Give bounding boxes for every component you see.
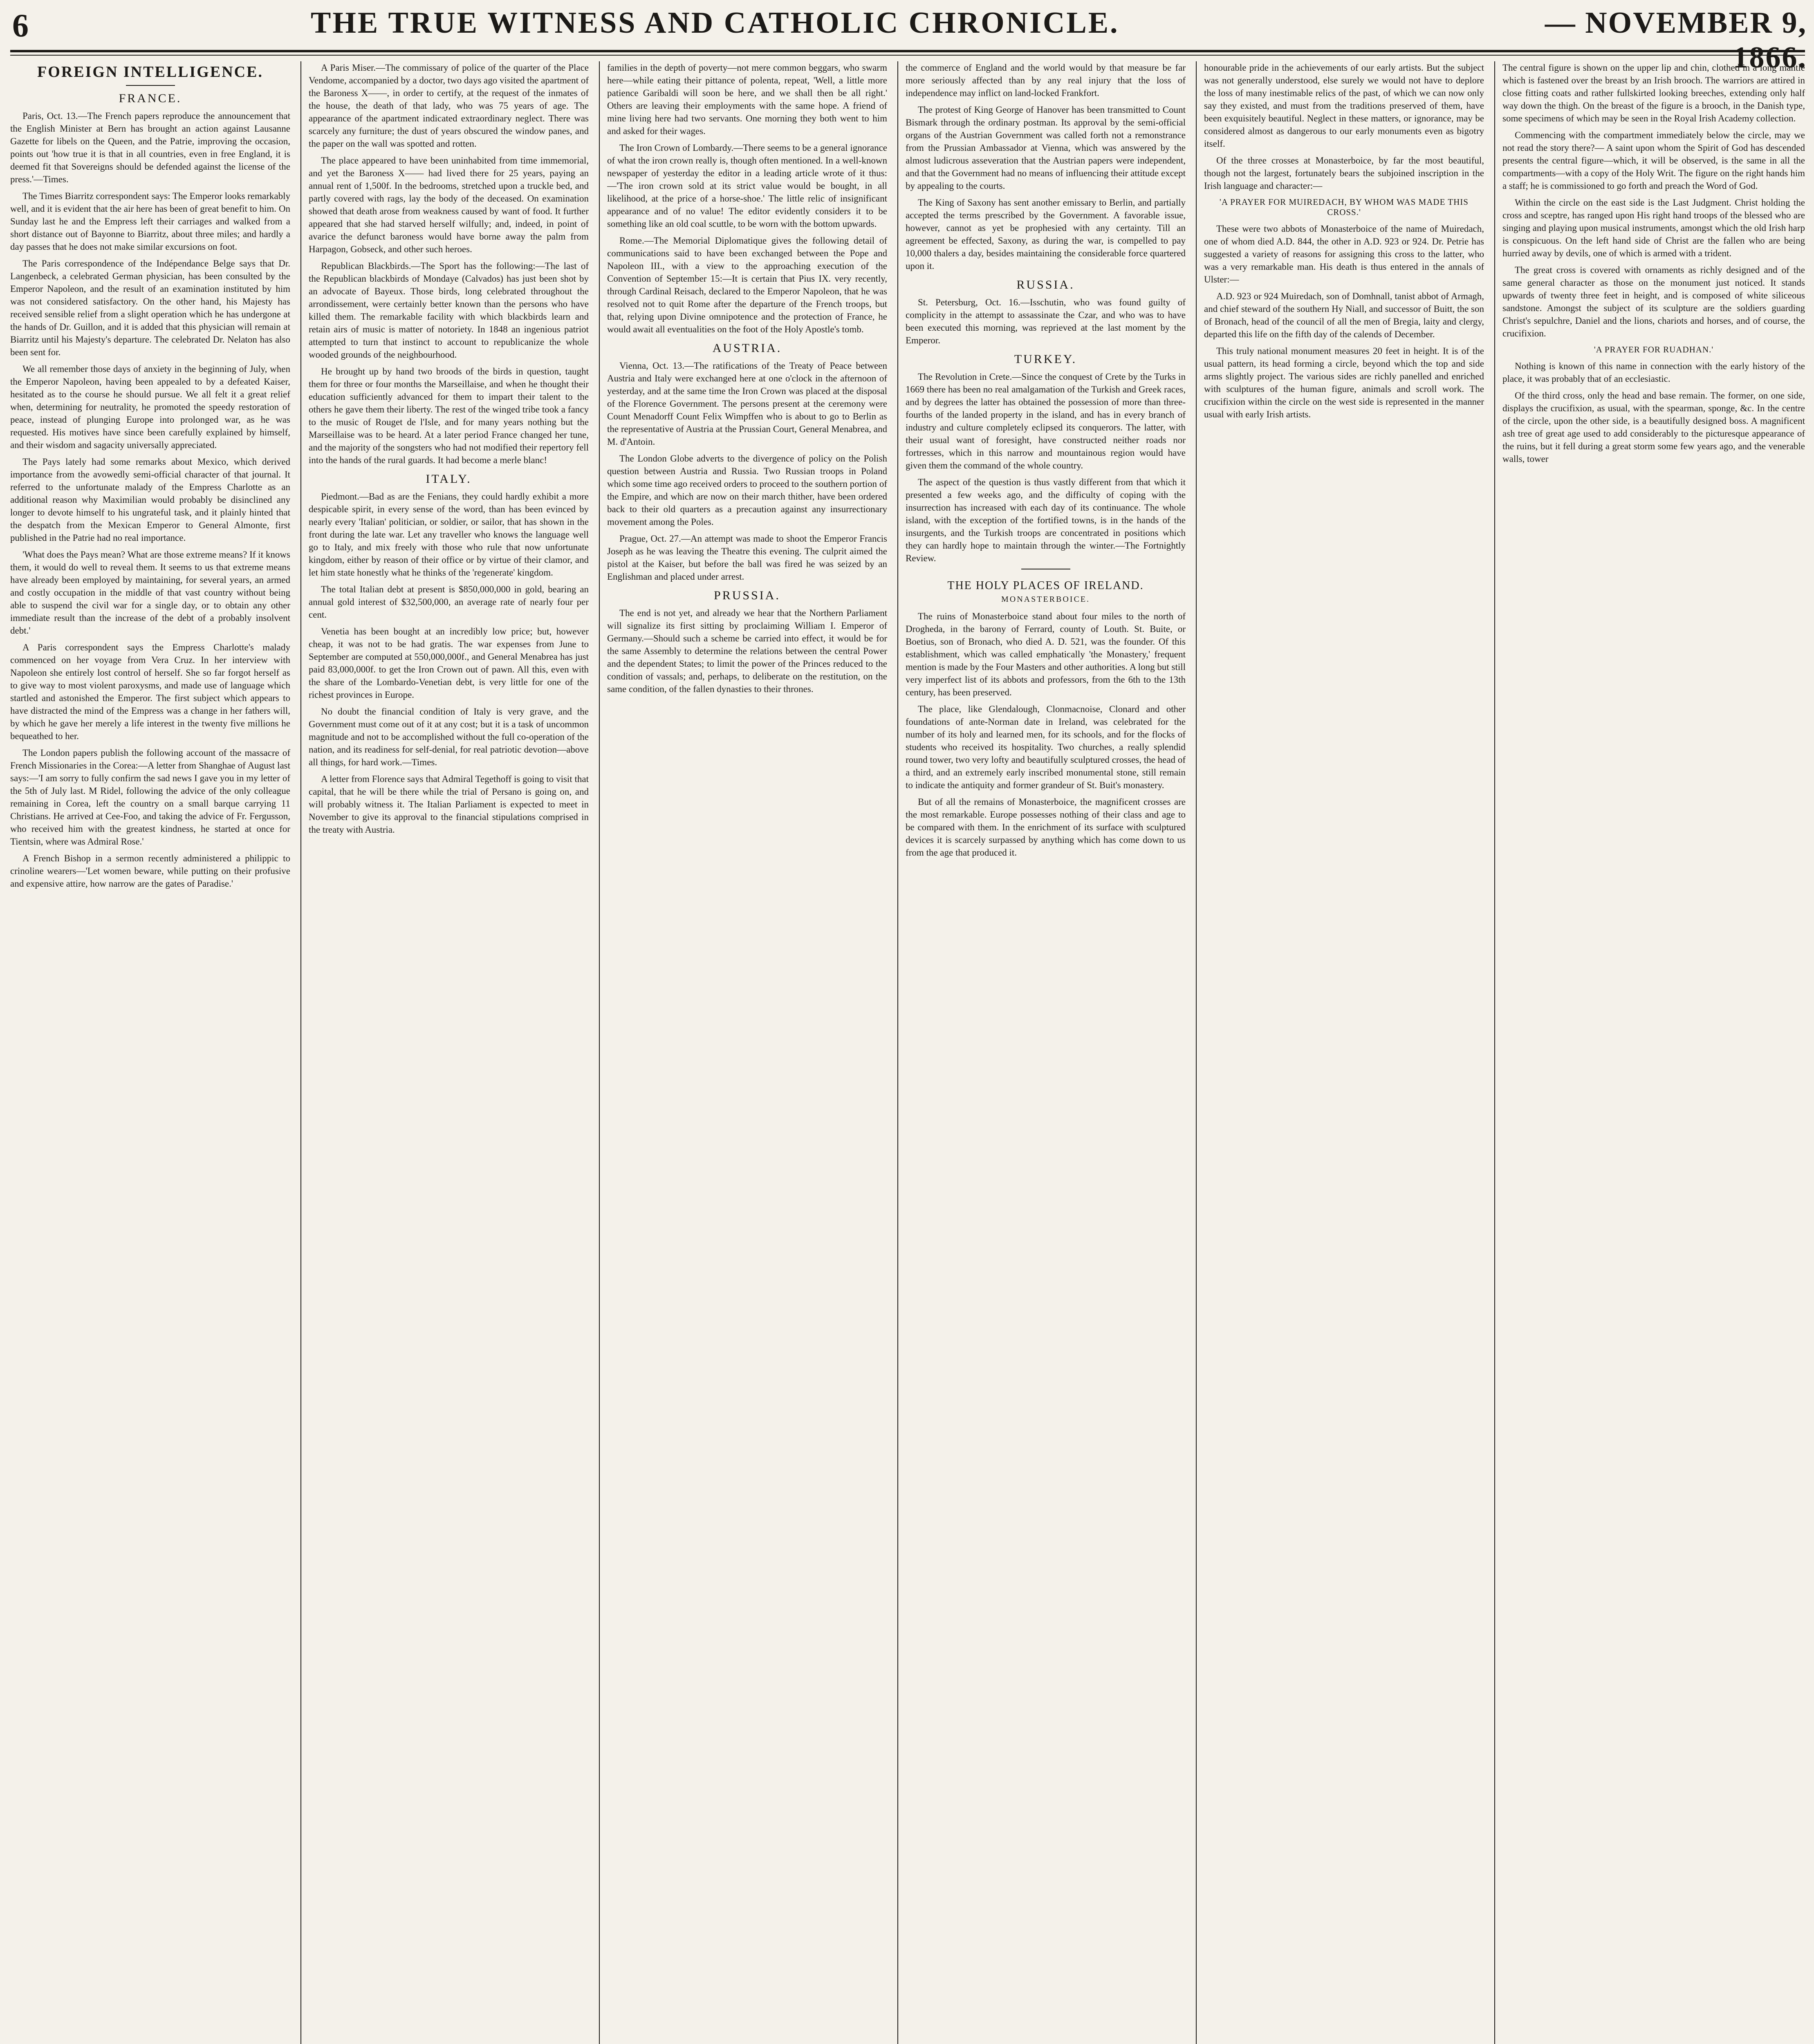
article-paragraph: St. Petersburg, Oct. 16.—Isschutin, who was found guilty of complicity in the attempt to assassinate the Czar, and who was to have been executed this morning, was reprieved at the last moment by the Emperor.: [906, 297, 1186, 345]
article-paragraph: He brought up by hand two broods of the birds in question, taught them for three or four months the Marseillaise, and when he thought their education sufficiently advanced for them to impart their talent to the others he gave them their liberty. The rest of the winged tribe took a fancy to the music of Rouget de l'Isle, and for many years nothing but the Marseillaise was to be heard. At a later period France changed her tune, and the majority of the songsters who had not modified their repertory fell into the hands of the rural guards. It had become a merle blanc!: [309, 366, 589, 465]
column-6: [1502, 61, 1805, 2044]
column-5: [1204, 61, 1484, 2044]
article-paragraph: Rome.—The Memorial Diplomatique gives the following detail of communications said to have been exchanged between the Pope and Napoleon III., with a view to the approaching execution of the Convention of September 15:—It is certain that Pius IX. very recently, through Cardinal Reisach, declared to the Emperor Napoleon, that he was resolved not to quit Rome after the departure of the French troops, but that, relying upon Divine omnipotence and the protection of France, he would await all eventualities on the foot of the Holy Apostle's tomb.: [607, 235, 887, 334]
article-paragraph: Republican Blackbirds.—The Sport has the following:—The last of the Republican blackbirds of Mondaye (Calvados) has just been shot by an advocate of Bayeux. Those birds, long celebrated throughout the arrondissement, were certainly better known than the persons who have killed them. The remarkable facility with which blackbirds learn and retain airs of music is matter of notoriety. In 1848 an ingenious patriot attempted to turn that instinct to account to republicanize the whole wooded grounds of the neighbourhood.: [309, 261, 589, 360]
article-paragraph: The total Italian debt at present is $850,000,000 in gold, bearing an annual gold interest of $32,500,000, an average rate of nearly four per cent.: [309, 584, 589, 620]
article-paragraph: A letter from Florence says that Admiral Tegethoff is going to visit that capital, that he will be there while the trial of Persano is going on, and will probably witness it. The Italian Parliament is expected to meet in November to give its approval to the financial stipulations comprised in the treaty with Austria.: [309, 774, 589, 835]
article-paragraph: Of the third cross, only the head and base remain. The former, on one side, displays the crucifixion, as usual, with the spearman, sponge, &c. In the centre of the circle, upon the other side, is a beautifully designed boss. A magnificent ash tree of great age used to add considerably to the picturesque appearance of the ruins, but it fell during a great storm some few years ago, and the venerable walls, tower: [1502, 390, 1805, 464]
article-paragraph: The Times Biarritz correspondent says: The Emperor looks remarkably well, and it is evident that the air here has been of great benefit to him. On Sunday last he and the Empress left their carriages and walked from a short distance out of Bayonne to Biarritz, about three miles; and hardly a day passes that he does not make similar excursions on foot.: [10, 191, 290, 252]
article-paragraph: Prague, Oct. 27.—An attempt was made to shoot the Emperor Francis Joseph as he was leaving the Theatre this evening. The culprit aimed the pistol at the Kaiser, but before the ball was fired he was seized by an Englishman and placed under arrest.: [607, 533, 887, 582]
article-paragraph: This truly national monument measures 20 feet in height. It is of the usual pattern, its head forming a circle, beyond which the top and side arms slightly project. The various sides are richly panelled and enriched with sculptures of the human figure, animals and scroll work. The crucifixion within the circle on the west side is represented in the manner usual with early Irish artists.: [1204, 346, 1484, 419]
article-paragraph: 'What does the Pays mean? What are those extreme means? If it knows them, it would do well to reveal them. It seems to us that extreme means have already been employed by maintaining, for several years, an armed and costly occupation in the middle of that vast country without being able to suspend the civil war for a single day, or to obtain any other immediate result than the increase of the debt of a probably insolvent debt.': [10, 549, 290, 636]
article-paragraph: Within the circle on the east side is the Last Judgment. Christ holding the cross and sceptre, has ranged upon His right hand troops of the blessed who are singing and playing upon musical instruments, amongst which the old Irish harp is conspicuous. On the left hand side of Christ are the fallen who are being hurried away by devils, one of which is armed with a trident.: [1502, 197, 1805, 258]
article-paragraph: The Iron Crown of Lombardy.—There seems to be a general ignorance of what the iron crown really is, though often mentioned. In a well-known newspaper of yesterday the editor in a leading article wrote of it thus:—'The iron crown sold at its strict value would be bought, in all likelihood, at the price of a horse-shoe.' The little relic of insignificant appearance and of no value! The editor evidently considers it to be something like an old coal scuttle, to be worn with the bottom upwards.: [607, 143, 887, 229]
article-paragraph: Venetia has been bought at an incredibly low price; but, however cheap, it was not to be had gratis. The war expenses from June to September are computed at 550,000,000f., and General Menabrea has just paid 83,000,000f. to get the Iron Crown out of pawn. All this, even with the share of the Lombardo-Venetian debt, is very little for one of the richest provinces in Europe.: [309, 626, 589, 700]
article-paragraph: The great cross is covered with ornaments as richly designed and of the same general character as those on the monument just noticed. It stands upwards of twenty three feet in height, and is composed of white siliceous sandstone. Amongst the subject of its sculpture are the soldiers guarding Christ's sepulchre, Daniel and the lions, chariots and horses, and of course, the crucifixion.: [1502, 265, 1805, 338]
issue-date: — NOVEMBER 9, 1866.: [1545, 6, 1807, 74]
article-paragraph: A French Bishop in a sermon recently administered a philippic to crinoline wearers—'Let women beware, while putting on their profusive and expensive attire, how narrow are the gates of Paradise.': [10, 853, 290, 889]
column-1: [10, 61, 290, 2044]
article-paragraph: The Paris correspondence of the Indépendance Belge says that Dr. Langenbeck, a celebrated German physician, has been consulted by the Emperor Napoleon, and the result of an examination instituted by him was not considered satisfactory. On the other hand, his Majesty has received sensible relief from a slight operation which he has undergone at the hands of Dr. Guillon, and it is added that this physician will remain at Biarritz until his Majesty's departure. The celebrated Dr. Nelaton has also been sent for.: [10, 258, 290, 357]
article-paragraph: Piedmont.—Bad as are the Fenians, they could hardly exhibit a more despicable spirit, in every sense of the word, than has been evinced by nearly every 'Italian' politician, or soldier, or sailor, that has shown in the front during the late war. Let any traveller who knows the language well go to Italy, and mix freely with those who rule that now unfortunate kingdom, either by reason of their office or by virtue of their clamor, and let him state honestly what he thinks of the 'regenerate' kingdom.: [309, 491, 589, 578]
column-3: [607, 61, 887, 2044]
country-heading-prussia: PRUSSIA.: [714, 589, 780, 602]
article-paragraph: A.D. 923 or 924 Muiredach, son of Domhnall, tanist abbot of Armagh, and chief steward of the southern Hy Niall, and successor of Buitt, the son of Bronach, head of the council of all the men of Bregia, laity and clergy, departed this life on the fifth day of the calends of December.: [1204, 291, 1484, 339]
article-paragraph: The London papers publish the following account of the massacre of French Missionaries in the Corea:—A letter from Shanghae of August last says:—'I am sorry to fully confirm the sad news I gave you in my letter of the 5th of July last. M Ridel, following the advice of the only colleague remaining in Corea, left the country on a small barque carrying 11 Christians. He arrived at Cee-Foo, and taking the advice of Fr. Fergusson, who received him with the greatest kindness, he started at once for Tientsin, where was Admiral Rose.': [10, 748, 290, 847]
column-divider: [897, 61, 898, 2044]
country-heading-austria: AUSTRIA.: [712, 341, 782, 355]
article-paragraph: The Revolution in Crete.—Since the conquest of Crete by the Turks in 1669 there has been no real amalgamation of the Turkish and Greek races, and by degrees the latter has obtained the possession of more than three-fourths of the landed property in the island, and has in every branch of industry and culture completely eclipsed its conquerors. The latter, with their usual want of foresight, have constructed neither roads nor fortresses, which in this narrow and mountainous region would have given them the command of the whole country.: [906, 372, 1186, 471]
masthead-rule-thin: [10, 55, 1805, 56]
country-heading-france: FRANCE.: [119, 92, 182, 105]
masthead-rule: [10, 50, 1805, 52]
article-paragraph: The place, like Glendalough, Clonmacnoise, Clonard and other foundations of ante-Norman date in Ireland, was celebrated for the number of its holy and learned men, for its schools, and for the flocks of students who received its hospitality. Two churches, a really splendid round tower, two very lofty and beautifully sculptured crosses, the head of a third, and an extremely early inscribed monumental stone, still remain to indicate the antiquity and former grandeur of St. Buit's monastery.: [906, 704, 1186, 790]
article-paragraph: But of all the remains of Monasterboice, the magnificent crosses are the most remarkable. Europe possesses nothing of their class and age to be compared with them. In the enrichment of its surface with sculptured devices it is scarcely surpassed by anything which has come down to us from the age that produced it.: [906, 797, 1186, 858]
article-paragraph: The end is not yet, and already we hear that the Northern Parliament will signalize its first sitting by proclaiming William I. Emperor of Germany.—Should such a scheme be carried into effect, it would be for the same Assembly to determine the relations between the central Power and the dependent States; to limit the power of the Princes reduced to the condition of vassals; and, perhaps, to deliberate on the restitution, on the same condition, of the fallen dynasties to their thrones.: [607, 608, 887, 694]
article-paragraph: The central figure is shown on the upper lip and chin, clothed in a long mantle which is fastened over the breast by an Irish brooch. The warriors are attired in close fitting coats and rather fullskirted looking breeches, extending only half way down the thigh. On the breast of the figure is a brooch, in the Danish type, some specimens of which may be seen in the Royal Irish Academy collection.: [1502, 63, 1805, 123]
article-paragraph: These were two abbots of Monasterboice of the name of Muiredach, one of whom died A.D. 844, the other in A.D. 923 or 924. Dr. Petrie has suggested a variety of reasons for assigning this cross to the latter, who was a very remarkable man. His death is thus entered in the annals of Ulster:—: [1204, 224, 1484, 285]
country-heading-russia: RUSSIA.: [1016, 278, 1075, 291]
column-2: [309, 61, 589, 2044]
section-title-foreign-intelligence: FOREIGN INTELLIGENCE.: [37, 63, 263, 81]
article-paragraph: A Paris Miser.—The commissary of police of the quarter of the Place Vendome, accompanied by a doctor, two days ago visited the apartment of the Baroness X——, in order to certify, at the request of the inmates of the house, the death of that lady, who was 75 years of age. The appearance of the apartment indicated extraordinary neglect. There was scarcely any furniture; the dust of years obscured the window panes, and the paper on the wall was spotted and rotten.: [309, 63, 589, 149]
article-paragraph: The Pays lately had some remarks about Mexico, which derived importance from the avowedly semi-official character of that journal. It referred to the unfortunate malady of the Empress Charlotte as an additional reason why Maximilian would probably be disinclined any longer to devote himself to his ungrateful task, and it plainly hinted that the despatch from the Mexican Emperor to General Almonte, first published in the Patrie had no real importance.: [10, 457, 290, 543]
country-heading-italy: ITALY.: [426, 472, 472, 486]
article-paragraph: Paris, Oct. 13.—The French papers reproduce the announcement that the English Minister at Bern has brought an action against Lausanne Gazette for libels on the Queen, and the Patrie, improving the occasion, points out 'how true it is that in all countries, even in free England, it is deemed fit that Sovereigns should be defended against the license of the press.'—Times.: [10, 111, 290, 184]
article-paragraph: The place appeared to have been uninhabited from time immemorial, and yet the Baroness X—— had lived there for 25 years, paying an annual rent of 1,500f. In the bedrooms, stretched upon a truckle bed, and partly covered with rags, lay the body of the deceased. On examination showed that death arose from weakness caused by want of food. It further appeared that she had starved herself wilfully; and, indeed, in point of avarice the defunct baroness would have borne away the palm from Harpagon, Gobseck, and other such heroes.: [309, 155, 589, 254]
article-paragraph: No doubt the financial condition of Italy is very grave, and the Government must come out of it at any cost; but it is a task of uncommon magnitude and not to be accomplished without the full co-operation of the nation, and its readiness for self-denial, for real patriotic devotion—above all things, for hard work.—Times.: [309, 706, 589, 767]
inscription-caption: 'A PRAYER FOR MUIREDACH, BY WHOM WAS MADE THIS CROSS.': [1220, 197, 1469, 217]
article-paragraph: The London Globe adverts to the divergence of policy on the Polish question between Austria and Russia. Two Russian troops in Poland which some time ago received orders to proceed to the southern portion of the Empire, and which are now on their march thither, have been ordered back to their old quarters as a precaution against any insurrectionary movement among the Poles.: [607, 453, 887, 527]
heading-rule: [126, 85, 175, 86]
article-paragraph: Commencing with the compartment immediately below the circle, may we not read the story there?— A saint upon whom the Spirit of God has descended presents the central figure—which, it will be observed, is the same in all the compartments—with a copy of the Holy Writ. The figure on the right hands him a staff; he is commissioned to go forth and preach the Word of God.: [1502, 130, 1805, 191]
country-heading-turkey: TURKEY.: [1014, 352, 1077, 366]
feature-heading-holy-places: THE HOLY PLACES OF IRELAND.: [947, 579, 1144, 592]
article-paragraph: families in the depth of poverty—not mere common beggars, who swarm here—while eating their pittance of polenta, repeat, 'Well, a little more patience Garibaldi will soon be here, and we shall then be all right.' Others are leaving their employments with the same hope. A friend of mine living here had two servants. One morning they both went to him and asked for their wages.: [607, 63, 887, 136]
article-paragraph: honourable pride in the achievements of our early artists. But the subject was not generally understood, else surely we would not have to deplore the loss of many inestimable relics of the past, of which we can now only say they existed, and must from the traditions preserved of them, have been exquisitely beautiful. Neglect in these matters, or ignorance, may be considered almost as dangerous to our early monuments even as bigotry itself.: [1204, 63, 1484, 149]
column-divider: [1494, 61, 1495, 2044]
article-paragraph: The aspect of the question is thus vastly different from that which it presented a few weeks ago, and the difficulty of coping with the insurrection has increased with each day of its continuance. The whole island, with the exception of the fortified towns, is in the hands of the insurgents, and the Turkish troops are concentrated in positions which they can hardly hope to maintain through the winter.—The Fortnightly Review.: [906, 477, 1186, 563]
article-paragraph: A Paris correspondent says the Empress Charlotte's malady commenced on her voyage from Vera Cruz. In her interview with Napoleon she entirely lost control of herself. She so far forgot herself as to give way to most violent paroxysms, and made use of language which startled and astonished the Emperor. The first subject which appears to have distracted the mind of the Empress was a change in her fathers will, by which he gave her merely a life interest in the twenty five millions he bequeathed to her.: [10, 642, 290, 741]
article-paragraph: Of the three crosses at Monasterboice, by far the most beautiful, though not the largest, fortunately bears the subjoined inscription in the Irish language and character:—: [1204, 155, 1484, 191]
article-paragraph: We all remember those days of anxiety in the beginning of July, when the Emperor Napoleon, having been appealed to by a defeated Kaiser, hesitated as to the course he should pursue. We all felt it a great relief when, determining for neutrality, he promoted the speedy restoration of peace, instead of plunging Europe into prolonged war, as he was requested. His motives have since been carefully explained by himself, and their wisdom and sagacity universally appreciated.: [10, 364, 290, 450]
article-paragraph: Vienna, Oct. 13.—The ratifications of the Treaty of Peace between Austria and Italy were exchanged here at one o'clock in the afternoon of yesterday, and at the same time the Iron Crown was placed at the disposal of the Florence Government. The persons present at the ceremony were Count Menadorff Count Felix Wimpffen who is about to go to Berlin as the representative of Austria at the Prussian Court, General Menabrea, and M. d'Antoin.: [607, 361, 887, 447]
column-divider: [300, 61, 301, 2044]
page-number: 6: [12, 8, 29, 44]
paper-title: THE TRUE WITNESS AND CATHOLIC CHRONICLE.: [311, 6, 1119, 40]
column-4: [906, 61, 1186, 2044]
article-paragraph: Nothing is known of this name in connection with the early history of the place, it was probably that of an ecclesiastic.: [1502, 361, 1805, 384]
article-paragraph: The King of Saxony has sent another emissary to Berlin, and partially accepted the terms prescribed by the Government. A favorable issue, however, cannot as yet be prophesied with any certainty. Till an agreement be effected, Saxony, as during the war, is compelled to pay 10,000 thalers a day, besides maintaining the considerable force quartered upon it.: [906, 197, 1186, 271]
feature-subheading-monasterboice: MONASTERBOICE.: [1001, 595, 1090, 604]
inscription-caption: 'A PRAYER FOR RUADHAN.': [1594, 345, 1714, 354]
article-paragraph: the commerce of England and the world would by that measure be far more seriously affected than by any real injury that the loss of independence may inflict on land-locked Frankfort.: [906, 63, 1186, 98]
article-paragraph: The protest of King George of Hanover has been transmitted to Count Bismark through the ordinary postman. Its approval by the semi-official organs of the Austrian Government was called forth not a remonstrance from the Prussian Ambassador at Vienna, which was answered by the almost ludicrous asseveration that the Austrian papers were independent, and that the Government had no means of influencing their attitude except by appealing to the courts.: [906, 105, 1186, 191]
article-paragraph: The ruins of Monasterboice stand about four miles to the north of Drogheda, in the barony of Ferrard, county of Louth. St. Buite, or Boetius, son of Bronach, who died A. D. 521, was the founder. Of this establishment, which was called emphatically 'the Monastery,' frequent mention is made by the Four Masters and other authorities. A long but still very imperfect list of its abbots and professors, from the 6th to the 13th century, has been preserved.: [906, 611, 1186, 697]
column-divider: [1196, 61, 1197, 2044]
column-divider: [599, 61, 600, 2044]
